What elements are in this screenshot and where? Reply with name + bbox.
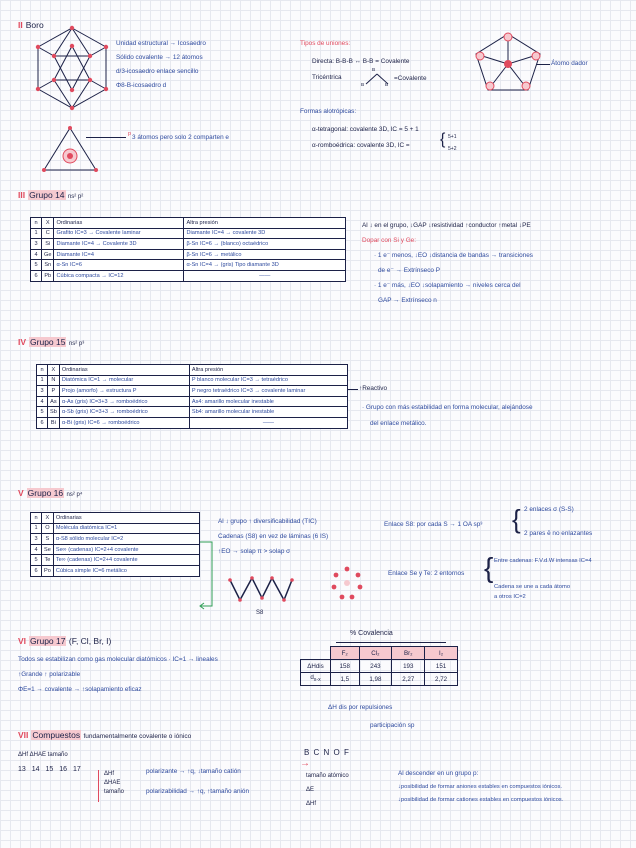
section-compuestos-header [18,730,191,740]
row-label: ΔHdis [301,660,331,673]
cell: 1 [31,228,42,239]
cell: 5 [37,407,48,418]
cell: P negro tetraédrico IC=3 → covalente laminar [189,386,347,397]
g16-table [30,512,200,577]
polar-note: polarizante → ↑q, ↓tamaño catión [146,768,241,775]
cell: 1 [37,375,48,386]
cell: Sb [48,407,60,418]
col-i2: I₂ [425,647,458,660]
brace: { [512,504,521,534]
g16-note: ↑EO → solap π > solap σ [218,548,291,555]
elements-row: B C N O F [304,748,350,757]
g15-note: del enlace metálico. [370,420,427,427]
green-arrow-icon [198,540,220,610]
section-title: Grupo 16 [27,488,64,498]
g17-lines [18,656,218,694]
cell: Grafito IC=3 → Covalente laminar [54,228,184,239]
cell: 4 [31,249,42,260]
table-row [301,660,458,673]
g15-table [36,364,348,429]
col-x: X [42,218,54,229]
cell: Cúbica simple IC=6 metálico [53,565,199,576]
form-ic-b: 5+2 [448,146,457,152]
trend-header: ΔHf ΔHAE tamaño [18,752,68,758]
form-alpha-romboedrica: α-romboédrica: covalente 3D, IC = [312,142,410,149]
cell: 2,27 [392,673,425,686]
s8-brace-item: 2 enlaces σ (S-S) [524,506,574,513]
final-note: ↓posibilidad de formar cationes estables en compuestos iónicos. [398,797,564,804]
cell: β-Sn IC=6 → metálico [184,249,346,260]
cell: 158 [331,660,360,673]
s8-brace-item: 2 pares ē no enlazantes [524,530,593,537]
cell: Se∞ (cadenas) IC=2+4 covalente [53,544,199,555]
g14-table [30,217,346,282]
final-notes [398,770,563,804]
cell: Diatómica IC=1 → molecular [59,375,189,386]
polarization-notes [146,768,249,796]
g17-line: ΦE=1 → covalente → ↑solapamiento eficaz [18,686,142,693]
cell: Te [42,555,54,566]
trend-arrow [98,770,99,802]
electron-config: ns² p³ [68,341,85,347]
cell: Sb4: amarillo molecular inestable [189,407,347,418]
s8-crown-diagram [226,570,296,610]
cell: 5 [31,555,42,566]
section-title: Boro [25,20,44,30]
group-number: 13 [18,766,26,773]
union-covalente: =Covalente [394,75,427,82]
table-row [31,260,346,271]
cell: Se [42,544,54,555]
electron-config: ns² p² [67,194,84,200]
section-g14-header [18,190,83,200]
cell: Sn [42,260,54,271]
tricentric-bond-diagram [360,68,394,90]
group-number: 17 [73,766,81,773]
table-row [31,565,200,576]
icosahedron-diagram [24,20,120,116]
corner-cell [301,647,331,660]
group-number: 16 [59,766,68,773]
cell: —— [189,417,347,428]
g17-note-b: participación sp [370,722,415,729]
section-title: Grupo 14 [29,190,65,200]
group-number: 15 [45,766,54,773]
sete-brace-item: Entre cadenas: F.V.d.W intensas IC=4 [494,558,592,564]
cell: P blanco molecular IC=3 → tetraédrico [189,375,347,386]
cell: 1,5 [331,673,360,686]
cell: 3 [31,239,42,250]
table-row [31,555,200,566]
col-x: X [48,365,60,376]
boro-prop: Unidad estructural → Icosaedro [116,40,206,47]
se-ring-diagram [330,565,364,603]
col-alta-presion: Altra presión [189,365,347,376]
sete-brace-item: Cadena se une a cada átomo [494,584,571,590]
trend-item: ΔHf [104,771,115,777]
g14-note: · 1 e⁻ menos, ↓EO ↓distancia de bandas → transiciones [374,252,533,259]
table-row [31,239,346,250]
g17-line: Todos se estabilizan como gas molecular diatómicos · IC=1 → lineales [18,656,218,663]
col-ordinarias: Ordinarias [54,218,184,229]
covalence-arrow [336,642,446,643]
arrow-line [536,64,550,65]
col-ordinarias: Ordinarias [59,365,189,376]
cell: α-Sn IC=4 → (gris) Tipo diamante 3D [184,260,346,271]
g16-note: Al ↓ grupo ↑ diversificabilidad (TIC) [218,518,317,525]
group-number: 14 [31,766,40,773]
donor-label: Átomo dador [551,60,588,67]
col-n: n [37,365,48,376]
arrow-right-icon: → [300,758,310,769]
g14-note: · 1 e⁻ más, ↓EO ↓solapamiento → niveles cerca del [374,282,521,289]
g16-note: Cadenas (S8) en vez de láminas (6 IS) [218,533,329,540]
cell: 2,72 [425,673,458,686]
g14-note-doping: Dopar con Si y Ge: [362,237,416,244]
g17-elements: (F, Cl, Br, I) [68,636,112,646]
enlace-s8: Enlace S8: por cada S → 1 OA sp³ [384,521,483,528]
cell: Diamante IC=4 → Covalente 3D [54,239,184,250]
cell: α-Bi (gris) IC=6 → romboédrico [59,417,189,428]
triangle-note: 3 átomos pero solo 2 comparten e [132,134,229,141]
cell: Cúbica compacta → IC=12 [54,270,184,281]
cell: N [48,375,60,386]
table-row [301,673,458,686]
unions-title: Tipos de uniones: [300,40,351,47]
section-g15-header [18,337,84,347]
cell: 6 [37,417,48,428]
cell: C [42,228,54,239]
cell: Bi [48,417,60,428]
row-label: $d_{x-x}$ [301,673,331,686]
col-br2: Br₂ [392,647,425,660]
table-row [31,270,346,281]
elem-trend: tamaño atómico [306,773,349,779]
three-center-triangle [40,124,100,174]
table-row [37,407,348,418]
group-numbers [18,766,81,773]
final-note: ↓posibilidad de formar aniones estables en compuestos iónicos. [398,784,563,790]
table-row [31,249,346,260]
cell: As4: amarillo molecular inestable [189,396,347,407]
cell: Si [42,239,54,250]
form-ic-a: 5+1 [448,134,457,140]
cell: 1 [31,523,42,534]
cell: 6 [31,565,42,576]
boro-properties [116,40,206,90]
cell: O [42,523,54,534]
arrow-line [348,389,358,390]
forms-title: Formas alotrópicas: [300,108,357,115]
table-header-row [31,218,346,229]
g14-note: de e⁻ → Extrínseco P [378,267,440,274]
cell: Diamante IC=4 [54,249,184,260]
element-trends [306,770,349,811]
section-title: Compuestos [32,730,81,740]
electron-config: ns² p⁴ [66,492,83,498]
table-header-row [31,513,200,524]
donor-atom-diagram [472,30,544,94]
g17-table [300,646,458,686]
table-row [31,534,200,545]
boro-prop: Φ8-B-icosaedro d [116,82,167,89]
final-note: Al descender en un grupo p: [398,770,479,777]
cell: 1,98 [359,673,392,686]
trend-list [104,770,124,797]
roman-numeral: VII [18,730,29,740]
g14-notes [362,222,533,305]
cell: 5 [31,260,42,271]
cell: α-As (gris) IC=3+3 → romboédrico [59,396,189,407]
table-row [31,228,346,239]
col-x: X [42,513,54,524]
g17-note-a: ΔH dis por repulsiones [328,704,393,711]
table-row [31,544,200,555]
cell: α-Sb (gris) IC=3+3 → romboédrico [59,407,189,418]
section-g16-header [18,488,82,498]
boro-prop: d/3-icosaedro enlace sencillo [116,68,199,75]
boro-prop: Sólido covalente → 12 átomos [116,54,203,61]
cell: 4 [31,544,42,555]
g14-note: GAP → Extrínseco n [378,297,437,304]
section-title: Grupo 17 [30,636,66,646]
cell: —— [184,270,346,281]
g14-note: Al ↓ en el grupo, ↓GAP ↓resistividad ↑conductor ↑metal ↓PE [362,222,531,229]
cell: As [48,396,60,407]
col-n: n [31,513,42,524]
cell: Ge [42,249,54,260]
g16-mid-notes [218,518,328,556]
cell: 193 [392,660,425,673]
table-row [37,375,348,386]
triangle-p-label: p [128,131,132,137]
roman-numeral: VI [18,636,27,646]
cell: 243 [359,660,392,673]
cell: P [48,386,60,397]
roman-numeral: II [18,20,23,30]
form-alpha-tetragonal: α-tetragonal: covalente 3D, IC = 5 + 1 [312,126,419,133]
elem-trend: ΔE [306,786,315,793]
cell: 151 [425,660,458,673]
g15-reactive-note: ↑Reactivo [359,385,388,392]
cell: α-S8 sólido molecular IC=2 [53,534,199,545]
tri-label: B [385,83,389,88]
trend-item: ΔHAE [104,780,121,786]
cell: α-Sn IC=6 [54,260,184,271]
cell: Te∞ (cadenas) IC=2+4 covalente [53,555,199,566]
cell: 3 [31,534,42,545]
g17-line: ↑Grande ↑ polarizable [18,671,81,678]
elem-trend: ΔHf [306,800,317,807]
cell: 6 [31,270,42,281]
roman-numeral: V [18,488,24,498]
union-tricentrica: Tricéntrica [312,74,342,81]
covalence-label: % Covalencia [350,630,393,637]
cell: S [42,534,54,545]
tri-label: B [372,68,376,73]
col-ordinarias: Ordinarias [53,513,199,524]
col-n: n [31,218,42,229]
roman-numeral: III [18,190,26,200]
g15-notes [362,404,533,428]
union-directa: Directa: B-B-B ↔ B-B = Covalente [312,58,410,65]
s8-label: S8 [256,610,264,616]
table-header-row [301,647,458,660]
sete-brace-item: a otros IC=2 [494,594,526,600]
cell: 4 [37,396,48,407]
tri-label: B [361,83,365,88]
brace: { [440,131,446,148]
section-subtitle: fundamentalmente covalente o iónico [83,733,192,740]
section-g17-header [18,636,111,646]
col-alta-presion: Altra presión [184,218,346,229]
col-cl2: Cl₂ [359,647,392,660]
table-row [31,523,200,534]
trend-item: tamaño [104,789,125,795]
cell: β-Sn IC=6 → (blanco) octaédrico [184,239,346,250]
cell: Po [42,565,54,576]
cell: Pb [42,270,54,281]
g15-note: · Grupo con más estabilidad en forma molecular, alejándose [362,404,533,411]
cell: Molécula diatómica IC=1 [53,523,199,534]
cell: 3 [37,386,48,397]
table-row [37,417,348,428]
col-f2: F₂ [331,647,360,660]
polar-note: polarizabilidad → ↑q, ↑tamaño anión [146,788,250,795]
enlace-se-te: Enlace Se y Te: 2 entornos [388,570,465,577]
cell: Projo (amorfo) → estructura P [59,386,189,397]
cell: Diamante IC=4 → covalente 3D [184,228,346,239]
brace: { [484,552,494,583]
arrow-line [86,137,126,138]
roman-numeral: IV [18,337,27,347]
table-header-row [37,365,348,376]
table-row [37,396,348,407]
section-title: Grupo 15 [30,337,66,347]
table-row [37,386,348,397]
